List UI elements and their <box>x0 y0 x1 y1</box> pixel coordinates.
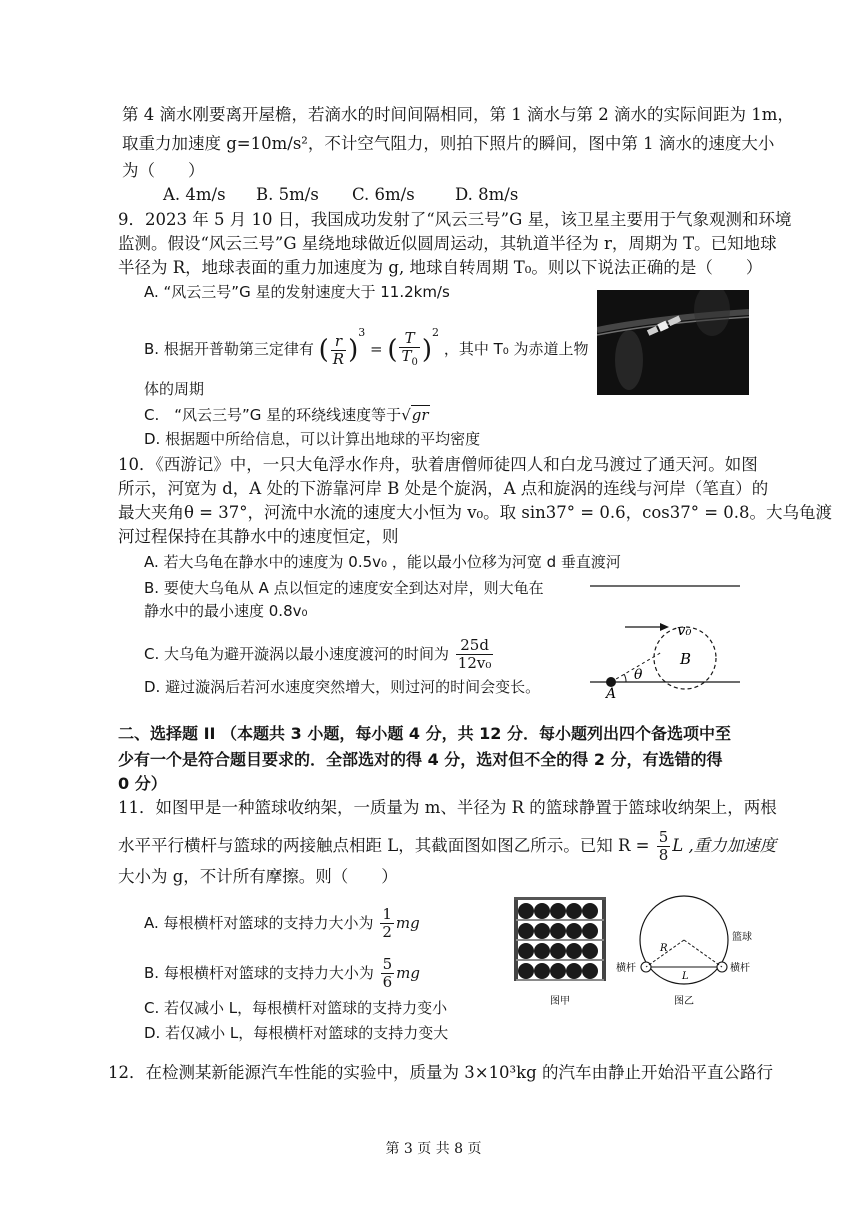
arrow-head-icon <box>660 623 669 631</box>
q12-line-1: 12．在检测某新能源汽车性能的实验中，质量为 3×10³kg 的汽车由静止开始沿平直公路行 <box>108 1063 773 1082</box>
q9-option-a: A. “风云三号”G 星的发射速度大于 11.2km/s <box>144 283 450 301</box>
fraction-denominator: 6 <box>382 973 393 991</box>
fraction-numerator: 5 <box>658 828 669 846</box>
sqrt-argument: gr <box>411 406 429 424</box>
fraction-denominator: 8 <box>658 846 669 864</box>
sqrt-sign: √ <box>401 406 411 424</box>
figure-yi-caption: 图乙 <box>674 996 694 1007</box>
q9-option-b-suffix: ，其中 T₀ 为赤道上物 <box>443 340 589 358</box>
left-bar-label: 横杆 <box>616 963 636 974</box>
q11-option-b-suffix: mg <box>396 964 420 982</box>
q9-line-2: 监测。假设“风云三号”G 星绕地球做近似圆周运动，其轨道半径为 r，周期为 T。已知地球 <box>118 234 777 253</box>
q10-line-4: 河过程保持在其静水中的速度恒定，则 <box>118 527 399 546</box>
q11-option-b <box>144 956 420 991</box>
cross-section-figure <box>616 888 766 1010</box>
q10-option-b: B. 要使大乌龟从 A 点以恒定的速度安全到达对岸，则大龟在 <box>144 579 544 597</box>
fraction-numerator: 5 <box>382 955 393 973</box>
q9-option-b-continued: 体的周期 <box>144 380 205 398</box>
q9-option-b <box>144 322 589 371</box>
q11-option-b-fraction <box>381 956 395 991</box>
river-diagram <box>580 575 750 700</box>
ball-label: 篮球 <box>732 932 752 943</box>
kepler-formula: ( $\frac{r}{R}$ )$^3$ = ( $\frac{T}{T_0}$ )$^2$ <box>318 326 440 368</box>
q9-option-c <box>144 404 430 426</box>
q9-option-c-prefix: C. “风云三号”G 星的环绕线速度等于 <box>144 406 402 424</box>
q8-line-3: 为（ ） <box>122 161 205 180</box>
section-2-line-3: 0 分） <box>118 774 167 793</box>
q10-option-c-fraction <box>456 637 494 672</box>
fraction-numerator: 1 <box>382 905 392 923</box>
fraction-denominator: 12v₀ <box>457 654 492 672</box>
q10-option-b-continued: 静水中的最小速度 0.8v₀ <box>144 602 308 620</box>
q9-option-d: D. 根据题中所给信息，可以计算出地球的平均密度 <box>144 430 481 448</box>
fraction-denominator: 2 <box>382 923 392 941</box>
right-bar-label: 横杆 <box>730 963 750 974</box>
q8-line-1: 第 4 滴水刚要离开屋檐，若滴水的时间间隔相同，第 1 滴水与第 2 滴水的实际间距为 1m， <box>122 105 794 124</box>
q11-option-a-suffix: mg <box>395 914 420 932</box>
q10-option-d: D. 避过漩涡后若河水速度突然增大，则过河的时间会变长。 <box>144 678 541 696</box>
figure-jia-caption: 图甲 <box>550 996 570 1007</box>
q8-line-2: 取重力加速度 g=10m/s²，不计空气阻力，则拍下照片的瞬间，图中第 1 滴水的速度大小 <box>122 134 775 153</box>
q11-option-a-fraction <box>380 906 394 941</box>
satellite-photo-image <box>597 290 749 395</box>
current-label: v₀ <box>677 621 692 639</box>
page-footer: 第 3 页 共 8 页 <box>385 1141 482 1157</box>
q11-line-2 <box>118 829 776 864</box>
q10-line-1: 10．《西游记》中，一只大龟浮水作舟，驮着唐僧师徒四人和白龙马渡过了通天河。如图 <box>118 455 758 474</box>
satellite-photo <box>597 290 749 395</box>
section-2-line-2: 少有一个是符合题目要求的．全部选对的得 4 分，选对但不全的得 2 分，有选错的得 <box>118 750 723 769</box>
q10-option-a: A. 若大乌龟在静水中的速度为 0.5v₀ ，能以最小位移为河宽 d 垂直渡河 <box>144 553 621 571</box>
q11-line-3: 大小为 g，不计所有摩擦。则（ ） <box>118 867 398 886</box>
q10-option-c <box>144 637 495 672</box>
q11-option-c: C. 若仅减小 L，每根横杆对篮球的支持力变小 <box>144 999 448 1017</box>
radius-line-right <box>684 940 722 967</box>
vortex-label: B <box>680 650 692 668</box>
angle-arc <box>624 674 626 682</box>
basketball-rack-figure <box>508 893 612 1009</box>
q11-option-a-prefix: A. 每根横杆对篮球的支持力大小为 <box>144 914 374 932</box>
point-a-label: A <box>606 686 617 700</box>
q11-option-a <box>144 906 420 941</box>
angle-label: θ <box>634 667 643 683</box>
q8-option-c: C. 6m/s <box>352 185 415 204</box>
q9-option-b-prefix: B. 根据开普勒第三定律有 <box>144 340 314 358</box>
q10-line-2: 所示，河宽为 d，A 处的下游靠河岸 B 处是个旋涡，A 点和旋涡的连线与河岸（笔直）的 <box>118 479 769 498</box>
section-2-line-1: 二、选择题 II （本题共 3 小题，每小题 4 分，共 12 分．每小题列出四个备选项中至 <box>118 724 732 743</box>
fraction-numerator: 25d <box>456 637 494 655</box>
q8-option-b: B. 5m/s <box>256 185 319 204</box>
q9-line-3: 半径为 R，地球表面的重力加速度为 g, 地球自转周期 T₀。则以下说法正确的是（ ） <box>118 258 763 277</box>
q8-option-a: A. 4m/s <box>163 185 226 204</box>
q11-line-2-suffix: L ,重力加速度 <box>672 836 777 855</box>
radius-label: R <box>660 943 668 954</box>
q11-option-d: D. 若仅减小 L，每根横杆对篮球的支持力变大 <box>144 1024 449 1042</box>
q9-line-1: 9．2023 年 5 月 10 日，我国成功发射了“风云三号”G 星，该卫星主要用于气象观测和环境 <box>118 210 792 229</box>
q10-line-3: 最大夹角θ = 37°，河流中水流的速度大小恒为 v₀。取 sin37° = 0.6，cos37° = 0.8。大乌龟渡 <box>118 503 833 522</box>
ratio-fraction <box>657 829 671 864</box>
q11-line-1: 11．如图甲是一种篮球收纳架，一质量为 m、半径为 R 的篮球静置于篮球收纳架上，两根 <box>118 798 777 817</box>
q8-option-d: D. 8m/s <box>455 185 519 204</box>
q11-option-b-prefix: B. 每根横杆对篮球的支持力大小为 <box>144 964 374 982</box>
q11-line-2-prefix: 水平平行横杆与篮球的两接触点相距 L，其截面图如图乙所示。已知 R = <box>118 836 650 855</box>
distance-label: L <box>682 971 689 982</box>
q10-option-c-prefix: C. 大乌龟为避开漩涡以最小速度渡河的时间为 <box>144 645 450 663</box>
